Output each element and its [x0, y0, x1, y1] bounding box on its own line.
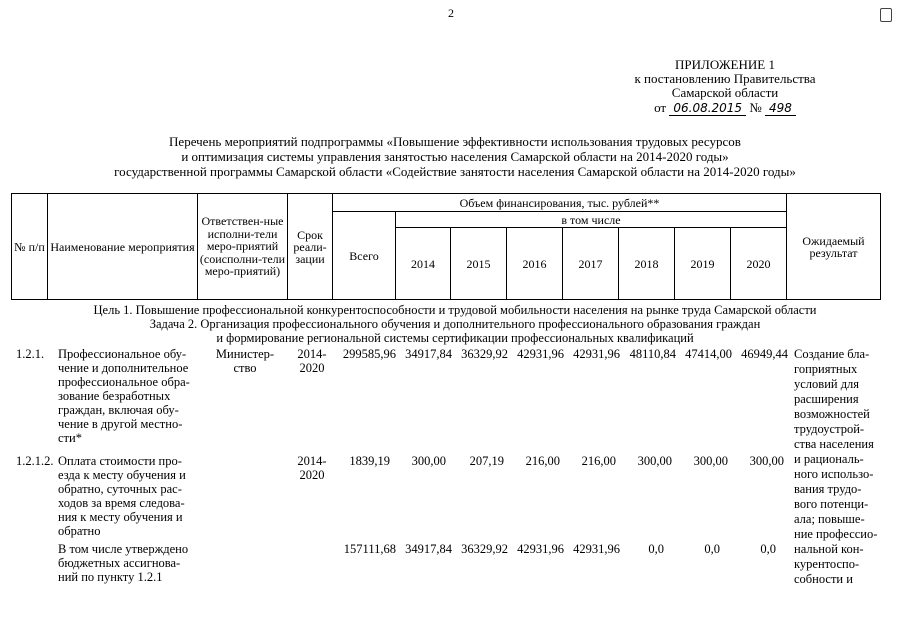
row-value-2015: 36329,92	[461, 347, 508, 361]
row-name-line: езда к месту обучения и	[58, 468, 186, 482]
row-total: 157111,68	[343, 542, 396, 556]
row-value-2014: 34917,84	[405, 542, 452, 556]
row-value-2020: 46949,44	[741, 347, 788, 361]
row-value-2018: 0,0	[648, 542, 664, 556]
row-name-line: В том числе утверждено	[58, 542, 189, 556]
expected-result-line: расширения	[794, 392, 859, 406]
expected-result-line: ства населения	[794, 437, 874, 451]
appendix-title: ПРИЛОЖЕНИЕ 1	[675, 57, 775, 72]
page-number: 2	[448, 6, 454, 20]
from-label: от	[654, 100, 667, 115]
row-value-2016: 42931,96	[517, 542, 564, 556]
row-value-2015: 36329,92	[461, 542, 508, 556]
row-value-2020: 0,0	[760, 542, 776, 556]
row-value-2017: 42931,96	[573, 542, 620, 556]
row-value-2014: 34917,84	[405, 347, 452, 361]
row-value-2015: 207,19	[469, 454, 504, 468]
document-title-line3: государственной программы Самарской области «Содействие занятости населения Самарской области на 2014-2020 годы»	[114, 164, 796, 179]
document-icon	[880, 8, 892, 22]
row-value-2017: 42931,96	[573, 347, 620, 361]
row-name-line: сти*	[58, 431, 82, 445]
row-period-line: 2020	[299, 361, 325, 375]
header-total: Всего	[333, 212, 396, 300]
row-value-2018: 48110,84	[629, 347, 676, 361]
task-line: Задача 2. Организация профессионального обучения и дополнительного профессионального образования граждан	[149, 317, 761, 331]
row-value-2014: 300,00	[411, 454, 446, 468]
row-responsible	[205, 347, 285, 375]
row-total: 299585,96	[342, 347, 396, 361]
document-title-line1: Перечень мероприятий подпрограммы «Повышение эффективности использования трудовых ресурсов	[169, 134, 741, 149]
row-name-line: обратно	[58, 524, 101, 538]
document-title	[40, 134, 870, 179]
row-name-line: ний по пункту 1.2.1	[58, 570, 163, 584]
document-title-line2: и оптимизация системы управления занятостью населения Самарской области на 2014-2020 годы»	[181, 149, 729, 164]
row-name-line: Оплата стоимости про-	[58, 454, 182, 468]
expected-result-line: ала; повыше-	[794, 512, 865, 526]
expected-result-line: ние профессио-	[794, 527, 878, 541]
row-period-line: 2014-	[297, 454, 327, 468]
number-label: №	[749, 100, 762, 115]
table-header	[11, 193, 881, 300]
row-name-line: Профессиональное обу-	[58, 347, 187, 361]
handwritten-date: 06.08.2015	[669, 101, 746, 116]
row-value-2019: 0,0	[704, 542, 720, 556]
row-name-line: ния к месту обучения и	[58, 510, 183, 524]
row-period	[292, 454, 332, 482]
row-value-2019: 47414,00	[685, 347, 732, 361]
row-name-line: чение в другой местно-	[58, 417, 183, 431]
row-period-line: 2014-	[297, 347, 327, 361]
row-value-2016: 42931,96	[517, 347, 564, 361]
row-value-2018: 300,00	[637, 454, 672, 468]
row-value-2016: 216,00	[525, 454, 560, 468]
row-responsible-line: Министер-	[215, 347, 275, 361]
expected-result-line: гоприятных	[794, 362, 858, 376]
expected-result-line: курентоспо-	[794, 557, 860, 571]
expected-result-line: Создание бла-	[794, 347, 870, 361]
appendix-line2: Самарской области	[671, 85, 779, 100]
row-name-line: бюджетных ассигнова-	[58, 556, 181, 570]
row-name-line: обратно, суточных рас-	[58, 482, 182, 496]
task-line-continued: и формирование региональной системы сертификации профессиональных квалификаций	[216, 331, 694, 345]
header-funding: Объем финансирования, тыс. рублей**	[333, 194, 787, 212]
row-name-line: зование безработных	[58, 389, 171, 403]
header-year: 2015	[451, 228, 507, 300]
expected-result-line: собности и	[794, 572, 853, 586]
expected-result-line: вания трудо-	[794, 482, 862, 496]
header-year: 2016	[507, 228, 563, 300]
row-name	[58, 542, 202, 584]
appendix-line1: к постановлению Правительства	[634, 71, 816, 86]
header-name: Наименование мероприятия	[48, 194, 198, 300]
row-responsible-line: ство	[233, 361, 257, 375]
appendix-block	[560, 58, 890, 116]
row-total: 1839,19	[349, 454, 390, 468]
header-responsible: Ответствен-ные исполни-тели меро-приятий (соисполни-тели меро-приятий)	[198, 194, 288, 300]
row-name-line: ходов за время следова-	[58, 496, 185, 510]
row-period-line: 2020	[299, 468, 325, 482]
header-period: Срок реали-зации	[288, 194, 333, 300]
expected-result-line: и рациональ-	[794, 452, 864, 466]
row-name	[58, 454, 202, 538]
header-year: 2019	[675, 228, 731, 300]
row-name	[58, 347, 202, 445]
goal-line: Цель 1. Повышение профессиональной конкурентоспособности и трудовой мобильности населения на рынке труда Самарской области	[93, 303, 817, 317]
expected-result-line: условий для	[794, 377, 860, 391]
handwritten-number: 498	[765, 101, 796, 116]
header-expected: Ожидаемый результат	[787, 194, 881, 300]
header-including: в том числе	[396, 212, 787, 228]
expected-result-line: ного использо-	[794, 467, 874, 481]
row-value-2020: 300,00	[749, 454, 784, 468]
appendix-date-line	[560, 101, 890, 116]
row-number: 1.2.1.	[16, 347, 45, 361]
header-year: 2020	[731, 228, 787, 300]
row-period	[292, 347, 332, 375]
row-number: 1.2.1.2.	[16, 454, 54, 468]
expected-result-line: трудоустрой-	[794, 422, 865, 436]
expected-result	[794, 347, 894, 587]
expected-result-line: вого потенци-	[794, 497, 869, 511]
header-num: № п/п	[12, 194, 48, 300]
header-year: 2014	[396, 228, 451, 300]
row-name-line: граждан, включая обу-	[58, 403, 179, 417]
row-name-line: чение и дополнительное	[58, 361, 189, 375]
row-name-line: профессиональное обра-	[58, 375, 190, 389]
row-value-2019: 300,00	[693, 454, 728, 468]
expected-result-line: нальной кон-	[794, 542, 864, 556]
header-year: 2017	[563, 228, 619, 300]
expected-result-line: возможностей	[794, 407, 870, 421]
header-year: 2018	[619, 228, 675, 300]
row-value-2017: 216,00	[581, 454, 616, 468]
